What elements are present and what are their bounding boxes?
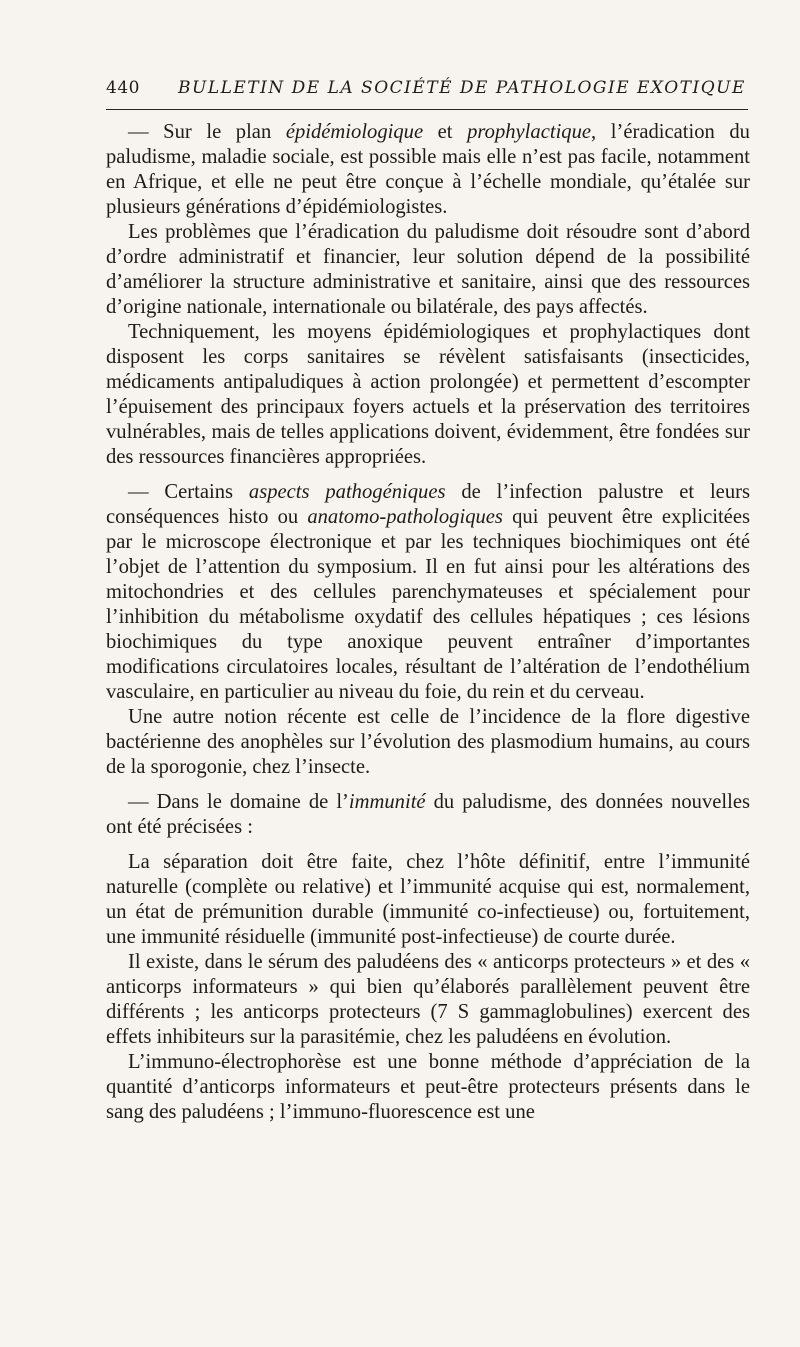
text-run: — Sur le plan xyxy=(128,121,286,143)
running-title: BULLETIN DE LA SOCIÉTÉ DE PATHOLOGIE EXOTIQUE xyxy=(178,78,746,98)
paragraph-techniques: Techniquement, les moyens épidémiologiques et prophylactiques dont disposent les corps sanitaires se révèlent satisfaisants (insecticides, médicaments antipaludiques à action prolongée) et permettent d’escompter l’épuisement des principaux foyers actuels et la préservation des territoires vulnérables, mais de telles applications doivent, évidemment, être fondées sur des ressources financières appropriées. xyxy=(106,321,750,468)
text-run: qui peuvent être explicitées par le microscope électronique et par les techniques biochimiques ont été l’objet de l’attention du symposium. Il en fut ainsi pour les altérations des mitochondries et des cellules parenchymateuses et spécialement pour l’inhibition du métabolisme oxydatif des cellules hépatiques ; ces lésions biochimiques du type anoxique peuvent entraîner d’importantes modifications circulatoires locales, résultant de l’altération de l’endothélium vasculaire, en particulier au niveau du foie, du rein et du cerveau. xyxy=(106,506,750,703)
paragraph-antibodies: Il existe, dans le sérum des paludéens des « anticorps protecteurs » et des « anticorps informateurs » qui bien qu’élaborés parallèlement peuvent être différents ; les anticorps protecteurs (7 S gammaglobulines) exercent des effets inhibiteurs sur la parasitémie, chez les paludéens en évolution. xyxy=(106,951,750,1048)
paragraph-problems: Les problèmes que l’éradication du paludisme doit résoudre sont d’abord d’ordre administratif et financier, leur solution dépend de la possibilité d’améliorer la structure administrative et sanitaire, ainsi que des ressources d’origine nationale, internationale ou bilatérale, des pays affectés. xyxy=(106,221,750,318)
text-run: , l’éradication du paludisme, maladie sociale, est possible mais elle n’est pas facile, notamment en Afrique, et elle ne peut être conçue à l’échelle mondiale, qu’étalée sur plusieurs générations d’épidémiologistes. xyxy=(106,121,750,218)
paragraph-electrophoresis: L’immuno-électrophorèse est une bonne méthode d’appréciation de la quantité d’anticorps informateurs et peut-être protecteurs présents dans le sang des paludéens ; l’immuno-fluorescence est une xyxy=(106,1051,750,1123)
page-number: 440 xyxy=(106,78,140,98)
text-run: de l’infection palustre et leurs conséquences histo ou xyxy=(106,481,750,528)
running-header xyxy=(106,78,748,106)
paragraph-separation: La séparation doit être faite, chez l’hôte définitif, entre l’immunité naturelle (complète ou relative) et l’immunité acquise qui est, normalement, un état de prémunition durable (immunité co-infectieuse) ou, fortuitement, une immunité résiduelle (immunité post-infectieuse) de courte durée. xyxy=(106,851,750,948)
body-text xyxy=(106,120,750,1125)
text-run: — Dans le domaine de l’ xyxy=(128,791,349,813)
paragraph-immunity xyxy=(106,790,750,840)
paragraph-flora: Une autre notion récente est celle de l’incidence de la flore digestive bactérienne des anophèles sur l’évolution des plasmodium humains, au cours de la sporogonie, chez l’insecte. xyxy=(106,706,750,778)
italic-term: prophylactique xyxy=(467,121,592,143)
paragraph-epidemiology xyxy=(106,120,750,220)
text-run: — Certains xyxy=(128,481,249,503)
paragraph-pathogenic xyxy=(106,480,750,705)
text-run: et xyxy=(423,121,468,143)
italic-term: épidémiologique xyxy=(285,121,424,143)
header-rule xyxy=(106,109,748,110)
italic-term: immunité xyxy=(348,791,426,813)
italic-term: anatomo-pathologiques xyxy=(307,506,503,528)
text-run: du paludisme, des données nouvelles ont été précisées : xyxy=(106,791,751,838)
italic-term: aspects pathogéniques xyxy=(248,481,446,503)
